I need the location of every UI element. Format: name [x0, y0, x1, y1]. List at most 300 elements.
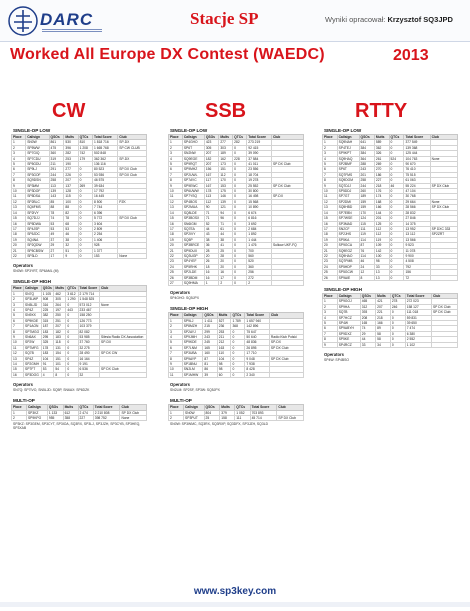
- table-cell: 6 674: [247, 210, 272, 215]
- table-cell: 299: [203, 329, 217, 334]
- table-cell: 32: [64, 243, 78, 248]
- table-row: [12, 140, 147, 145]
- table-cell: SQ5HBD: [337, 205, 359, 210]
- table-cell: 7: [323, 331, 338, 336]
- table-cell: 326: [374, 151, 389, 156]
- table-cell: 16: [12, 221, 26, 226]
- table-cell: SP7LNM: [182, 345, 203, 350]
- table-cell: 186: [374, 172, 389, 177]
- table-cell: 128: [64, 189, 78, 194]
- table-cell: 92 415: [247, 145, 272, 150]
- table-cell: 33: [374, 264, 389, 269]
- table-cell: 126 773: [78, 318, 99, 323]
- table-cell: SP DX CW: [100, 351, 147, 356]
- table-cell: 158: [220, 416, 235, 421]
- table-cell: None: [430, 156, 457, 161]
- table-cell: SP2MUA: [182, 205, 204, 210]
- table-cell: 0: [66, 324, 78, 329]
- table-cell: 0: [233, 253, 247, 258]
- table-cell: SP4JSP: [26, 226, 49, 231]
- table-cell: 38: [219, 237, 233, 242]
- table-cell: SP5DSA: [26, 194, 49, 199]
- table-cell: 384: [359, 145, 374, 150]
- table-cell: 8: [54, 372, 66, 377]
- table-cell: SP CW CLUB: [118, 145, 147, 150]
- table-cell: 17: [49, 253, 64, 258]
- table-row: [12, 172, 147, 177]
- table-cell: 319: [49, 156, 64, 161]
- table-cell: 10: [323, 189, 338, 194]
- column-header: Place: [12, 405, 27, 410]
- table-cell: 53 936: [92, 172, 117, 177]
- table-row: [169, 280, 304, 285]
- table-cell: 21: [12, 248, 26, 253]
- table-cell: 75 515: [404, 172, 430, 177]
- table-cell: 13: [374, 275, 389, 280]
- table-cell: 111 018: [405, 310, 431, 315]
- table-cell: 59 831: [405, 315, 431, 320]
- table-cell: 1: [12, 410, 27, 415]
- table-cell: 43: [204, 232, 219, 237]
- table-cell: 0: [78, 210, 92, 215]
- table-cell: 0: [389, 232, 404, 237]
- table-cell: SP4TEJ: [337, 145, 359, 150]
- table-cell: [269, 372, 303, 377]
- table-cell: SP DX Club: [277, 416, 304, 421]
- table-cell: 13 952: [404, 226, 430, 231]
- table-cell: 700: [247, 248, 272, 253]
- table-cell: 60: [217, 372, 231, 377]
- table-row: [169, 372, 304, 377]
- table-cell: SQ7PMB: [337, 259, 359, 264]
- table-cell: SP9RQT: [182, 162, 204, 167]
- table-cell: 0: [233, 167, 247, 172]
- table-cell: SP4YEF: [182, 259, 204, 264]
- table-cell: 12: [359, 270, 374, 275]
- table-cell: None: [118, 253, 147, 258]
- table-cell: 115: [359, 221, 374, 226]
- table-cell: 78: [64, 216, 78, 221]
- contest-title: Worked All Europe DX Contest (WAEDC): [10, 46, 325, 63]
- table-cell: 3: [169, 329, 183, 334]
- table-cell: 0: [233, 280, 247, 285]
- footer-url[interactable]: www.sp3key.com: [193, 586, 277, 597]
- table-cell: 183: [54, 335, 66, 340]
- table-cell: 28: [219, 253, 233, 258]
- table-cell: 16: [204, 275, 219, 280]
- table-cell: SP2GMH: [24, 362, 42, 367]
- table-header-row: [12, 135, 147, 140]
- section-title: SINGLE-OP LOW: [13, 128, 51, 133]
- table-cell: 100: [374, 253, 389, 258]
- table-cell: 10 890: [247, 205, 272, 210]
- table-cell: 377 549: [404, 140, 430, 145]
- table-cell: SP9DUX: [182, 248, 204, 253]
- table-cell: 423: [204, 140, 219, 145]
- section-title: MULTI-OP: [13, 398, 35, 404]
- mode-title-cw: CW: [52, 100, 86, 122]
- table-cell: 136 116: [92, 162, 117, 167]
- table-cell: 0: [389, 194, 404, 199]
- table-cell: 4 508: [404, 259, 430, 264]
- table-cell: SP5DWA: [26, 221, 49, 226]
- table-cell: 0: [389, 264, 404, 269]
- table-cell: 0: [233, 270, 247, 275]
- table-cell: 39 650: [405, 321, 431, 326]
- table-cell: SP9LJ: [182, 318, 203, 323]
- column-header: Total Score: [404, 135, 430, 140]
- table-cell: [430, 275, 457, 280]
- table-cell: 159: [359, 205, 374, 210]
- table-cell: 269: [374, 162, 389, 167]
- table-cell: SP9KDE: [24, 318, 42, 323]
- table-cell: 0: [389, 205, 404, 210]
- table-row: [323, 183, 458, 188]
- table-cell: 15: [12, 216, 26, 221]
- table-cell: 13: [12, 356, 24, 361]
- table-cell: SN5LJD: [24, 302, 42, 307]
- table-row: [12, 145, 147, 150]
- table-cell: SP5KE: [337, 337, 360, 342]
- column-header: QTCs: [78, 405, 93, 410]
- table-cell: 61: [219, 226, 233, 231]
- table-cell: 13: [374, 270, 389, 275]
- table-cell: 0: [389, 178, 404, 183]
- table-cell: 4: [12, 307, 24, 312]
- table-cell: 8: [323, 337, 338, 342]
- column-header: Total Score: [405, 293, 431, 298]
- table-cell: 27: [169, 280, 183, 285]
- table-cell: 19: [169, 237, 183, 242]
- table-cell: 1 657 940: [245, 318, 269, 323]
- table-cell: 0: [233, 226, 247, 231]
- table-cell: 227: [78, 416, 93, 421]
- table-cell: 22: [169, 253, 183, 258]
- table-cell: 89: [376, 326, 391, 331]
- table-cell: 1: [12, 291, 24, 296]
- table-cell: SP9DXZ: [337, 331, 360, 336]
- table-cell: 1 102: [405, 342, 431, 347]
- table-cell: SP2DMI: [337, 199, 359, 204]
- table-cell: 8: [323, 178, 338, 183]
- table-cell: SP DX Club: [430, 205, 457, 210]
- table-cell: 0: [389, 243, 404, 248]
- table-cell: 45 714: [250, 416, 277, 421]
- table-cell: 182: [204, 156, 219, 161]
- table-cell: 258: [359, 178, 374, 183]
- table-cell: 2 474: [78, 410, 93, 415]
- table-cell: 207: [376, 304, 391, 309]
- table-cell: 1 818 716: [92, 140, 117, 145]
- table-cell: SP9AYP: [182, 356, 203, 361]
- table-cell: 2: [219, 280, 233, 285]
- mode-title-ssb: SSB: [205, 100, 247, 122]
- table-cell: 360: [247, 264, 272, 269]
- table-cell: SP2BLC: [26, 199, 49, 204]
- table-cell: SP9MHZ: [182, 167, 204, 172]
- table-cell: 243: [359, 167, 374, 172]
- table-cell: SP DX Club: [100, 367, 147, 372]
- table-cell: 201: [374, 216, 389, 221]
- table-cell: 7: [169, 172, 183, 177]
- table-cell: 227: [374, 178, 389, 183]
- table-cell: 462: [54, 291, 66, 296]
- table-cell: 51: [64, 248, 78, 253]
- table-cell: 0: [66, 367, 78, 372]
- table-cell: 0: [233, 264, 247, 269]
- table-cell: 1 133: [47, 410, 63, 415]
- table-cell: SQ7DJJ: [26, 216, 49, 221]
- table-cell: 20: [204, 253, 219, 258]
- table-cell: SP3PUT: [184, 416, 204, 421]
- table-cell: 12: [323, 199, 338, 204]
- table-cell: SP5KA: [337, 237, 359, 242]
- table-cell: 0: [389, 237, 404, 242]
- column-header: Mults: [55, 286, 64, 291]
- table-cell: 104: [41, 356, 54, 361]
- column-header: Club: [269, 313, 303, 318]
- contest-year: 2013: [393, 47, 429, 64]
- table-row: [323, 156, 458, 161]
- table-cell: 151: [54, 356, 66, 361]
- table-cell: 14: [12, 362, 24, 367]
- table-cell: SP5DDJ: [337, 189, 359, 194]
- column-header: Place: [323, 135, 338, 140]
- section-title: SINGLE-OP HIGH: [324, 286, 362, 292]
- table-cell: 2: [247, 280, 272, 285]
- table-cell: 18: [323, 232, 338, 237]
- table-cell: 115: [64, 194, 78, 199]
- column-header: QTCs: [233, 135, 247, 140]
- table-cell: 16 498: [247, 194, 272, 199]
- table-cell: 0: [390, 326, 405, 331]
- table-cell: SP DXC 333: [430, 226, 457, 231]
- table-cell: 384: [359, 151, 374, 156]
- table-cell: 170: [359, 210, 374, 215]
- table-cell: SQ9HAO: [337, 253, 359, 258]
- table-cell: 1: [323, 140, 338, 145]
- table-cell: SP4RCZ: [337, 342, 360, 347]
- table-cell: 49: [49, 232, 64, 237]
- table-cell: SN2LM: [182, 367, 203, 372]
- ssb-results-panel: [168, 125, 304, 426]
- table-cell: 0: [389, 151, 404, 156]
- column-header: Club: [431, 293, 457, 298]
- table-cell: 33: [360, 342, 375, 347]
- table-cell: 0: [233, 243, 247, 248]
- table-cell: 28 566: [404, 205, 430, 210]
- table-cell: 10: [169, 189, 183, 194]
- table-cell: 23 556: [247, 167, 272, 172]
- table-cell: SP DX Club: [269, 356, 303, 361]
- table-cell: 0: [390, 342, 405, 347]
- table-cell: SP2IVY: [182, 232, 204, 237]
- table-cell: 0: [233, 183, 247, 188]
- table-cell: 264: [54, 302, 66, 307]
- column-header: Total Score: [93, 405, 120, 410]
- table-cell: SN6IGM: [182, 221, 204, 226]
- table-cell: 475: [49, 145, 64, 150]
- table-cell: 245: [203, 340, 217, 345]
- table-cell: 6 380: [405, 331, 431, 336]
- table-cell: SP7AYC: [182, 178, 204, 183]
- table-cell: 44: [360, 337, 375, 342]
- table-cell: 6 536: [78, 367, 99, 372]
- header-title: Stacje SP: [190, 9, 259, 28]
- column-header: Callsign: [337, 135, 359, 140]
- table-cell: 0: [66, 313, 78, 318]
- table-cell: 21: [169, 248, 183, 253]
- column-header: Place: [12, 135, 26, 140]
- table-cell: 236: [217, 324, 231, 329]
- table-cell: 288: [359, 162, 374, 167]
- table-cell: 1 208: [78, 145, 92, 150]
- table-cell: 137: [64, 183, 78, 188]
- table-row: [12, 216, 147, 221]
- table-cell: 53: [49, 221, 64, 226]
- column-header: Callsign: [26, 135, 49, 140]
- table-cell: 19 278: [247, 178, 272, 183]
- table-cell: 71: [204, 216, 219, 221]
- table-cell: 0: [78, 178, 92, 183]
- table-cell: 305: [204, 145, 219, 150]
- table-cell: 5: [323, 321, 338, 326]
- table-cell: 144: [374, 210, 389, 215]
- table-cell: 10: [12, 189, 26, 194]
- table-cell: 13: [169, 205, 183, 210]
- column-header: Mults: [374, 135, 389, 140]
- table-cell: 87: [203, 356, 217, 361]
- table-cell: 182: [54, 329, 66, 334]
- table-cell: SQ6FMS: [26, 205, 49, 210]
- table-cell: 2 552: [405, 337, 431, 342]
- table-cell: 0: [78, 221, 92, 226]
- table-cell: SP9KDE: [182, 340, 203, 345]
- table-cell: 76 410: [404, 167, 430, 172]
- table-cell: 142 896: [245, 324, 269, 329]
- table-row: [323, 232, 458, 237]
- table-cell: 0: [233, 162, 247, 167]
- table-cell: 27: [49, 248, 64, 253]
- table-cell: 50 640: [245, 335, 269, 340]
- table-cell: None: [120, 416, 147, 421]
- operators-text: SP4W: SP4BSO: [324, 358, 350, 363]
- table-cell: 29 664: [404, 199, 430, 204]
- table-cell: 8: [359, 275, 374, 280]
- table-cell: 393: [360, 310, 375, 315]
- table-cell: 246: [390, 304, 405, 309]
- table-cell: 261: [374, 156, 389, 161]
- table-cell: 101: [54, 362, 66, 367]
- table-cell: 244: [49, 172, 64, 177]
- table-cell: 17 710: [245, 351, 269, 356]
- table-cell: SP5GCW: [337, 270, 359, 275]
- table-cell: 1 665 768: [92, 145, 117, 150]
- table-cell: 0: [390, 315, 405, 320]
- table-cell: 25: [323, 270, 338, 275]
- table-cell: None: [430, 199, 457, 204]
- table-cell: 25 552: [247, 183, 272, 188]
- section-title: MULTI-OP: [170, 398, 192, 404]
- table-cell: 20: [12, 243, 26, 248]
- table-cell: 20: [219, 259, 233, 264]
- table-cell: SN2NW: [182, 151, 204, 156]
- column-header: QTCs: [78, 135, 92, 140]
- table-cell: SN9XX: [24, 313, 42, 318]
- table-cell: 589: [374, 140, 389, 145]
- operators-heading: Operators: [324, 352, 345, 358]
- column-header: Callsign: [26, 405, 47, 410]
- table-cell: 502 848: [92, 151, 117, 156]
- table-cell: 0: [389, 172, 404, 177]
- table-cell: 61 063: [404, 178, 430, 183]
- logo-text: DARC: [40, 10, 94, 29]
- table-cell: 251: [54, 318, 66, 323]
- operators-heading: Operators: [170, 382, 191, 388]
- table-cell: SP4W: [337, 321, 360, 326]
- table-cell: 1 105: [41, 291, 54, 296]
- table-cell: SP7MFG: [24, 345, 42, 350]
- results-table: [168, 404, 304, 421]
- table-cell: 143: [49, 194, 64, 199]
- table-cell: 524: [389, 156, 404, 161]
- table-cell: SP9KPO: [26, 416, 47, 421]
- table-cell: 0: [389, 145, 404, 150]
- table-cell: 168: [374, 199, 389, 204]
- table-cell: 8 500: [92, 199, 117, 204]
- table-cell: 153: [92, 253, 117, 258]
- table-cell: SP DX Club: [431, 304, 457, 309]
- table-cell: 167: [204, 183, 219, 188]
- table-cell: 72: [404, 275, 430, 280]
- table-cell: 9: [323, 342, 338, 347]
- table-cell: 76: [359, 248, 374, 253]
- table-cell: 30 800: [247, 189, 272, 194]
- table-cell: 189: [219, 151, 233, 156]
- table-cell: 53: [49, 226, 64, 231]
- table-cell: SP3MAD: [337, 221, 359, 226]
- table-cell: 20: [219, 264, 233, 269]
- table-cell: 114: [359, 237, 374, 242]
- table-cell: SQ9DSN: [26, 178, 49, 183]
- table-cell: 11: [169, 372, 183, 377]
- table-cell: 38: [64, 237, 78, 242]
- table-cell: 421: [376, 299, 391, 304]
- table-cell: 112: [374, 226, 389, 231]
- table-cell: 158 250: [78, 313, 99, 318]
- table-cell: 1 892: [247, 232, 272, 237]
- results-table: [322, 293, 458, 348]
- table-cell: 2: [169, 416, 184, 421]
- table-cell: 179: [78, 156, 92, 161]
- table-cell: 36: [204, 243, 219, 248]
- table-cell: 0: [233, 259, 247, 264]
- table-cell: 0: [66, 372, 78, 377]
- table-cell: 7: [169, 351, 183, 356]
- table-cell: 16: [12, 372, 24, 377]
- table-cell: SQ9HAQ: [337, 156, 359, 161]
- table-cell: SP3LD: [26, 253, 49, 258]
- table-cell: SP6T: [337, 167, 359, 172]
- table-cell: 24: [323, 264, 338, 269]
- table-cell: 228: [233, 156, 247, 161]
- table-cell: 0: [389, 275, 404, 280]
- table-cell: 368: [231, 324, 245, 329]
- column-header: Total Score: [78, 286, 99, 291]
- table-cell: 17: [169, 226, 183, 231]
- table-cell: 0: [390, 321, 405, 326]
- results-table: [322, 134, 458, 281]
